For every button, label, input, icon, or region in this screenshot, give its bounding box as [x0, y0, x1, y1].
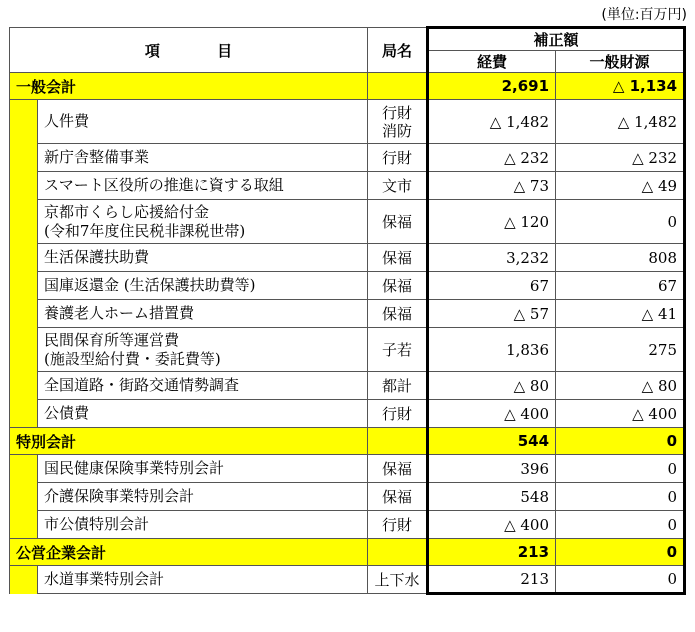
- section-expense: 2,691: [428, 73, 556, 100]
- item-general: 0: [556, 511, 685, 539]
- item-dept: 保福: [368, 244, 428, 272]
- item-general: △ 49: [556, 172, 685, 200]
- table-row: [10, 566, 685, 594]
- table-row: [10, 144, 685, 172]
- item-expense: 1,836: [428, 328, 556, 372]
- item-dept: 保福: [368, 483, 428, 511]
- item-general: △ 232: [556, 144, 685, 172]
- table-row: [10, 244, 685, 272]
- item-dept: 文市: [368, 172, 428, 200]
- item-dept: 都計: [368, 372, 428, 400]
- header-dept: 局名: [368, 28, 428, 73]
- header-correction: 補正額: [428, 28, 685, 51]
- table-row: [10, 400, 685, 428]
- item-dept: 保福: [368, 272, 428, 300]
- item-dept: 行財: [368, 511, 428, 539]
- item-expense: 3,232: [428, 244, 556, 272]
- item-expense: △ 57: [428, 300, 556, 328]
- section-dept: [368, 428, 428, 455]
- item-dept: 保福: [368, 455, 428, 483]
- item-name: 国庫返還金 (生活保護扶助費等): [38, 272, 368, 300]
- item-expense: △ 400: [428, 400, 556, 428]
- item-expense: △ 80: [428, 372, 556, 400]
- table-row: [10, 372, 685, 400]
- item-dept: 行財: [368, 400, 428, 428]
- section-expense: 544: [428, 428, 556, 455]
- item-dept: 保福: [368, 300, 428, 328]
- item-expense: △ 73: [428, 172, 556, 200]
- item-expense: △ 400: [428, 511, 556, 539]
- section-bar: [10, 566, 38, 594]
- table-row: [10, 272, 685, 300]
- item-name: 市公債特別会計: [38, 511, 368, 539]
- item-expense: △ 1,482: [428, 100, 556, 144]
- table-row: [10, 100, 685, 144]
- item-name: 民間保育所等運営費 (施設型給付費・委託費等): [38, 328, 368, 372]
- item-general: 808: [556, 244, 685, 272]
- item-dept: 上下水: [368, 566, 428, 594]
- section-dept: [368, 73, 428, 100]
- item-expense: △ 120: [428, 200, 556, 244]
- item-dept: 行財 消防: [368, 100, 428, 144]
- section-bar: [10, 455, 38, 539]
- section-dept: [368, 539, 428, 566]
- section-row: [10, 428, 685, 455]
- table-row: [10, 455, 685, 483]
- item-name: 京都市くらし応援給付金 (令和7年度住民税非課税世帯): [38, 200, 368, 244]
- item-general: △ 1,482: [556, 100, 685, 144]
- item-name: 公債費: [38, 400, 368, 428]
- item-name: 生活保護扶助費: [38, 244, 368, 272]
- item-expense: 548: [428, 483, 556, 511]
- item-expense: 396: [428, 455, 556, 483]
- item-general: 0: [556, 200, 685, 244]
- section-general: 0: [556, 428, 685, 455]
- item-name: 人件費: [38, 100, 368, 144]
- unit-label: (単位:百万円): [601, 7, 687, 23]
- header-item: 項 目: [10, 28, 368, 73]
- item-dept: 行財: [368, 144, 428, 172]
- table-row: [10, 300, 685, 328]
- item-general: 0: [556, 566, 685, 594]
- item-general: 67: [556, 272, 685, 300]
- item-name: 国民健康保険事業特別会計: [38, 455, 368, 483]
- section-name: 公営企業会計: [10, 539, 368, 566]
- budget-table: [9, 26, 686, 595]
- section-name: 一般会計: [10, 73, 368, 100]
- section-row: [10, 539, 685, 566]
- item-name: 水道事業特別会計: [38, 566, 368, 594]
- item-name: 新庁舎整備事業: [38, 144, 368, 172]
- section-name: 特別会計: [10, 428, 368, 455]
- item-general: 0: [556, 455, 685, 483]
- item-general: 0: [556, 483, 685, 511]
- header-expense: 経費: [428, 51, 556, 73]
- item-general: 275: [556, 328, 685, 372]
- item-dept: 子若: [368, 328, 428, 372]
- item-name: 介護保険事業特別会計: [38, 483, 368, 511]
- section-general: 0: [556, 539, 685, 566]
- item-dept: 保福: [368, 200, 428, 244]
- item-name: スマート区役所の推進に資する取組: [38, 172, 368, 200]
- item-general: △ 80: [556, 372, 685, 400]
- table-row: [10, 172, 685, 200]
- item-expense: △ 232: [428, 144, 556, 172]
- section-general: △ 1,134: [556, 73, 685, 100]
- item-expense: 213: [428, 566, 556, 594]
- item-general: △ 400: [556, 400, 685, 428]
- item-name: 養護老人ホーム措置費: [38, 300, 368, 328]
- table-row: [10, 511, 685, 539]
- table-row: [10, 200, 685, 244]
- section-expense: 213: [428, 539, 556, 566]
- header-general-revenue: 一般財源: [556, 51, 685, 73]
- table-row: [10, 483, 685, 511]
- item-name: 全国道路・街路交通情勢調査: [38, 372, 368, 400]
- item-expense: 67: [428, 272, 556, 300]
- item-general: △ 41: [556, 300, 685, 328]
- table-row: [10, 328, 685, 372]
- section-bar: [10, 100, 38, 428]
- section-row: [10, 73, 685, 100]
